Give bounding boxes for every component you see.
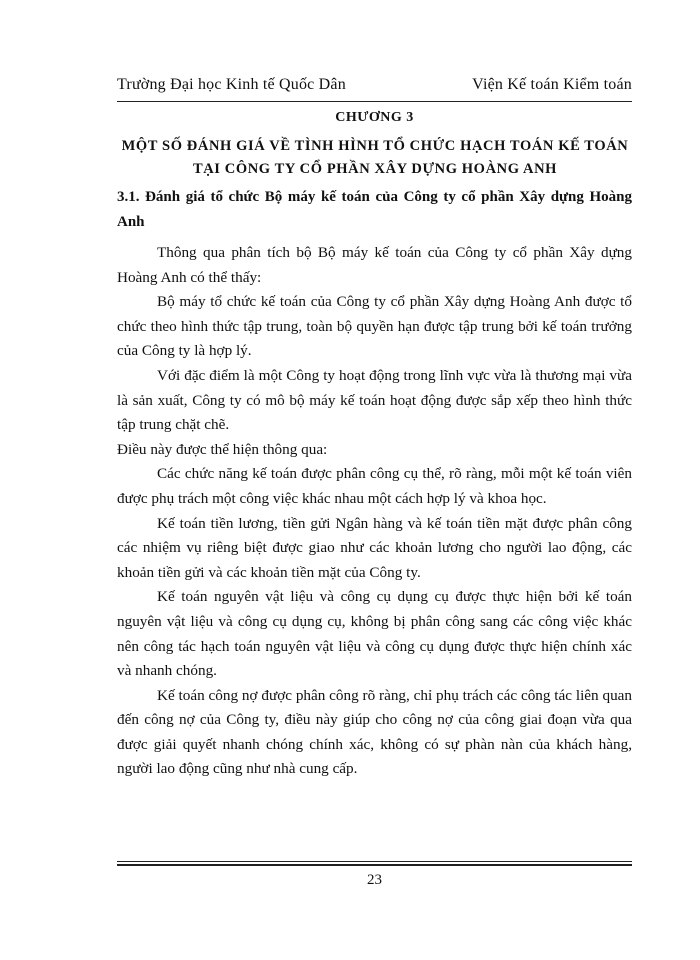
section-heading: 3.1. Đánh giá tổ chức Bộ máy kế toán của Công ty cổ phần Xây dựng Hoàng Anh [117,189,632,230]
paragraph: Các chức năng kế toán được phân công cụ thể, rõ ràng, mỗi một kế toán viên được phụ trách một công việc khác nhau một cách hợp lý và khoa học. [117,465,632,507]
header-school-name: Trường Đại học Kinh tế Quốc Dân [117,76,346,93]
page-number: 23 [367,872,382,888]
paragraph: Thông qua phân tích bộ Bộ máy kế toán của Công ty cổ phần Xây dựng Hoàng Anh có thể thấy: [117,244,632,286]
paragraph: Kế toán nguyên vật liệu và công cụ dụng cụ được thực hiện bởi kế toán nguyên vật liệu và công cụ dụng cụ, không bị phân công sang các công việc khác nên công tác hạch toán nguyên vật liệu và công cụ dụng được thực hiện chính xác và nhanh chóng. [117,588,632,680]
chapter-label: CHƯƠNG 3 [335,110,414,125]
paragraph: Với đặc điểm là một Công ty hoạt động trong lĩnh vực vừa là thương mại vừa là sản xuất, Công ty có mô bộ máy kế toán hoạt động được sắp xếp theo hình thức tập trung chặt chẽ. [117,366,632,434]
paragraph: Kế toán tiền lương, tiền gửi Ngân hàng và kế toán tiền mặt được phân công các nhiệm vụ riêng biệt được giao như các khoản lương cho người lao động, các khoản tiền gửi và các khoản tiền mặt của Công ty. [117,514,632,581]
paragraph: Kế toán công nợ được phân công rõ ràng, chỉ phụ trách các công tác liên quan đến công nợ của Công ty, điều này giúp cho công nợ của công giai đoạn vừa qua được giải quyết nhanh chóng chính xác, không có sự phàn nàn của khách hàng, người lao động cũng như nhà cung cấp. [117,686,632,778]
footer-divider-thick [117,864,632,866]
paragraph: Điều này được thể hiện thông qua: [117,440,328,458]
footer-divider-thin [117,861,632,862]
body-text [117,241,632,782]
chapter-title-line-1: MỘT SỐ ĐÁNH GIÁ VỀ TÌNH HÌNH TỔ CHỨC HẠCH TOÁN KẾ TOÁN [121,138,629,154]
header-institute-name: Viện Kế toán Kiểm toán [472,76,632,93]
paragraph: Bộ máy tổ chức kế toán của Công ty cổ phần Xây dựng Hoàng Anh được tổ chức theo hình thức tập trung, toàn bộ quyền hạn được tập trung bởi kế toán trưởng của Công ty là hợp lý. [117,293,632,360]
header-divider [117,101,632,102]
chapter-title-line-2: TẠI CÔNG TY CỔ PHẦN XÂY DỰNG HOÀNG ANH [192,161,558,177]
